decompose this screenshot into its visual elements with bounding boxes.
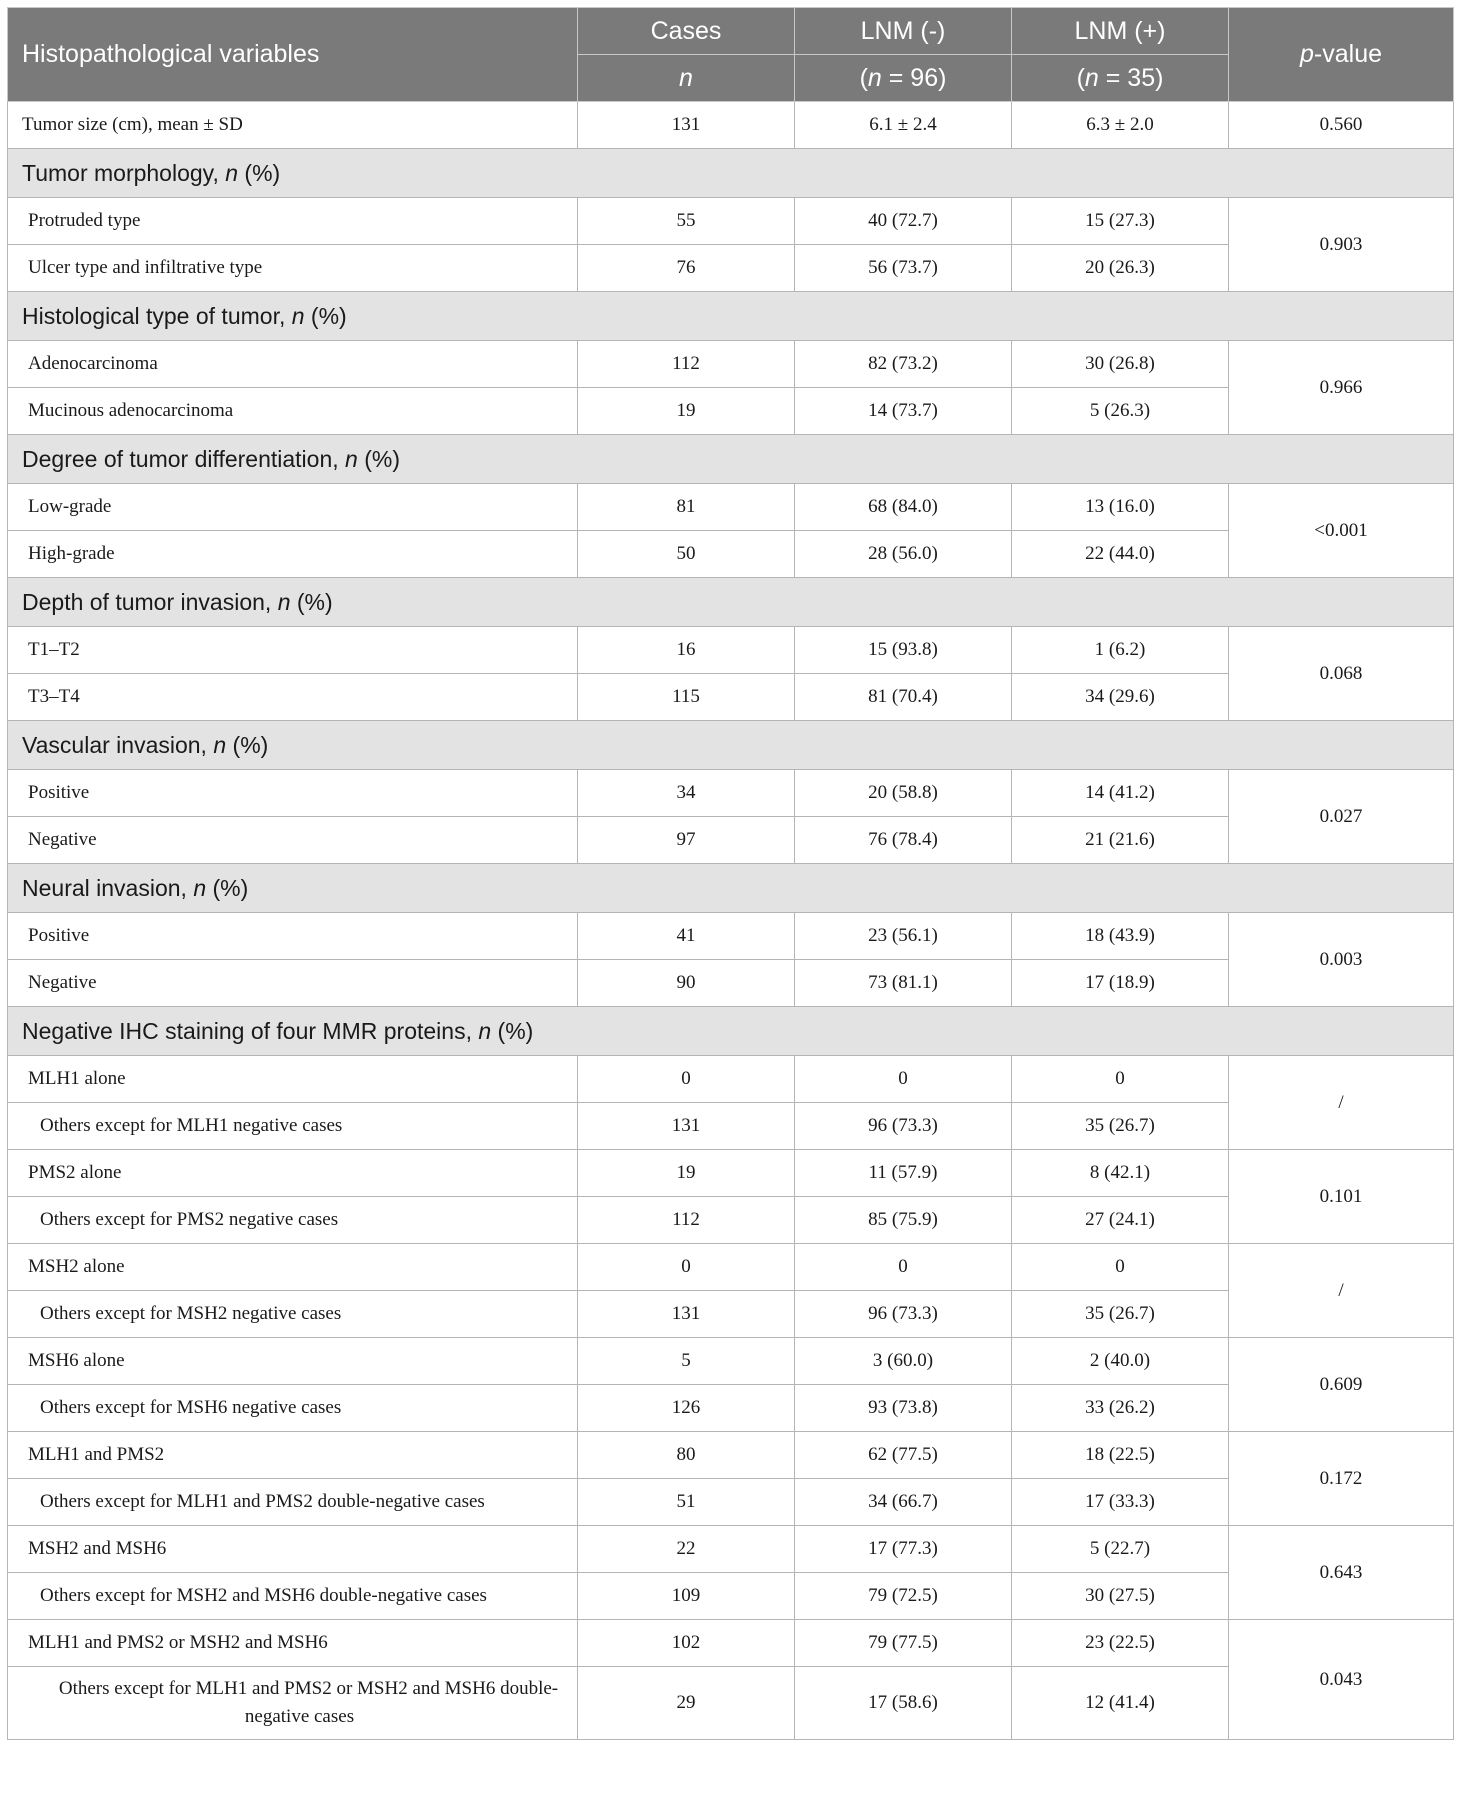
cell-lnm-positive: 22 (44.0) [1012, 531, 1229, 578]
cell-lnm-positive: 21 (21.6) [1012, 817, 1229, 864]
cell-lnm-positive: 0 [1012, 1244, 1229, 1291]
cell-lnm-negative: 56 (73.7) [795, 245, 1012, 292]
cell-cases: 0 [578, 1244, 795, 1291]
row-label: MSH6 alone [8, 1338, 578, 1385]
cell-lnm-positive: 6.3 ± 2.0 [1012, 102, 1229, 149]
cell-cases: 76 [578, 245, 795, 292]
cell-lnm-positive: 8 (42.1) [1012, 1150, 1229, 1197]
cell-cases: 19 [578, 1150, 795, 1197]
cell-lnm-negative: 34 (66.7) [795, 1479, 1012, 1526]
cell-lnm-negative: 79 (72.5) [795, 1573, 1012, 1620]
table-row [8, 198, 1454, 245]
cell-lnm-negative: 11 (57.9) [795, 1150, 1012, 1197]
row-label: Ulcer type and infiltrative type [8, 245, 578, 292]
row-label: Others except for MSH2 and MSH6 double-negative cases [8, 1573, 578, 1620]
cell-cases: 41 [578, 913, 795, 960]
cell-cases: 112 [578, 341, 795, 388]
cell-p-value: 0.172 [1229, 1432, 1454, 1526]
row-label: MLH1 and PMS2 [8, 1432, 578, 1479]
row-label: Protruded type [8, 198, 578, 245]
cell-lnm-negative: 40 (72.7) [795, 198, 1012, 245]
cell-lnm-positive: 13 (16.0) [1012, 484, 1229, 531]
cell-cases: 80 [578, 1432, 795, 1479]
header-cases-sub: n [578, 55, 795, 102]
header-variables: Histopathological variables [8, 8, 578, 102]
cell-cases: 102 [578, 1620, 795, 1667]
cell-lnm-positive: 27 (24.1) [1012, 1197, 1229, 1244]
row-label: Negative [8, 960, 578, 1007]
cell-lnm-positive: 18 (22.5) [1012, 1432, 1229, 1479]
cell-cases: 126 [578, 1385, 795, 1432]
table-row [8, 1526, 1454, 1573]
cell-lnm-positive: 34 (29.6) [1012, 674, 1229, 721]
header-lnm-positive-sub: (n = 35) [1012, 55, 1229, 102]
row-label: Adenocarcinoma [8, 341, 578, 388]
cell-cases: 19 [578, 388, 795, 435]
section-header-row [8, 292, 1454, 341]
cell-lnm-negative: 68 (84.0) [795, 484, 1012, 531]
cell-cases: 81 [578, 484, 795, 531]
section-title: Negative IHC staining of four MMR proteins, n (%) [8, 1007, 1454, 1056]
section-title: Vascular invasion, n (%) [8, 721, 1454, 770]
cell-lnm-positive: 17 (33.3) [1012, 1479, 1229, 1526]
cell-lnm-positive: 20 (26.3) [1012, 245, 1229, 292]
section-title: Neural invasion, n (%) [8, 864, 1454, 913]
cell-lnm-positive: 5 (26.3) [1012, 388, 1229, 435]
cell-lnm-positive: 18 (43.9) [1012, 913, 1229, 960]
cell-cases: 131 [578, 1103, 795, 1150]
cell-lnm-negative: 96 (73.3) [795, 1103, 1012, 1150]
row-label: Tumor size (cm), mean ± SD [8, 102, 578, 149]
cell-lnm-positive: 23 (22.5) [1012, 1620, 1229, 1667]
row-label: PMS2 alone [8, 1150, 578, 1197]
cell-lnm-negative: 82 (73.2) [795, 341, 1012, 388]
cell-lnm-negative: 6.1 ± 2.4 [795, 102, 1012, 149]
cell-lnm-negative: 23 (56.1) [795, 913, 1012, 960]
cell-lnm-negative: 28 (56.0) [795, 531, 1012, 578]
cell-p-value: 0.903 [1229, 198, 1454, 292]
cell-cases: 109 [578, 1573, 795, 1620]
cell-lnm-negative: 73 (81.1) [795, 960, 1012, 1007]
cell-p-value: 0.101 [1229, 1150, 1454, 1244]
cell-p-value: 0.966 [1229, 341, 1454, 435]
header-lnm-negative: LNM (-) [795, 8, 1012, 55]
cell-lnm-negative: 17 (58.6) [795, 1667, 1012, 1740]
cell-cases: 50 [578, 531, 795, 578]
cell-lnm-positive: 12 (41.4) [1012, 1667, 1229, 1740]
section-title: Histological type of tumor, n (%) [8, 292, 1454, 341]
cell-p-value: 0.003 [1229, 913, 1454, 1007]
cell-lnm-negative: 20 (58.8) [795, 770, 1012, 817]
cell-lnm-positive: 1 (6.2) [1012, 627, 1229, 674]
table-row [8, 484, 1454, 531]
cell-lnm-negative: 0 [795, 1244, 1012, 1291]
cell-lnm-positive: 30 (27.5) [1012, 1573, 1229, 1620]
cell-lnm-negative: 76 (78.4) [795, 817, 1012, 864]
header-lnm-negative-sub: (n = 96) [795, 55, 1012, 102]
table-row [8, 1150, 1454, 1197]
table-header [8, 8, 1454, 102]
cell-p-value: 0.643 [1229, 1526, 1454, 1620]
cell-lnm-positive: 0 [1012, 1056, 1229, 1103]
cell-lnm-negative: 85 (75.9) [795, 1197, 1012, 1244]
cell-lnm-negative: 93 (73.8) [795, 1385, 1012, 1432]
row-label: Negative [8, 817, 578, 864]
cell-lnm-negative: 15 (93.8) [795, 627, 1012, 674]
row-label: Others except for MSH6 negative cases [8, 1385, 578, 1432]
header-p-value: p-value [1229, 8, 1454, 102]
section-title: Depth of tumor invasion, n (%) [8, 578, 1454, 627]
cell-cases: 131 [578, 102, 795, 149]
table-body [8, 102, 1454, 1740]
row-label: Positive [8, 770, 578, 817]
cell-lnm-positive: 5 (22.7) [1012, 1526, 1229, 1573]
row-label: High-grade [8, 531, 578, 578]
cell-lnm-negative: 81 (70.4) [795, 674, 1012, 721]
cell-lnm-positive: 35 (26.7) [1012, 1103, 1229, 1150]
cell-p-value: / [1229, 1056, 1454, 1150]
row-label: MSH2 and MSH6 [8, 1526, 578, 1573]
cell-lnm-negative: 17 (77.3) [795, 1526, 1012, 1573]
cell-p-value: 0.068 [1229, 627, 1454, 721]
section-header-row [8, 435, 1454, 484]
row-label: Others except for MSH2 negative cases [8, 1291, 578, 1338]
table-row [8, 341, 1454, 388]
cell-lnm-negative: 14 (73.7) [795, 388, 1012, 435]
cell-lnm-positive: 14 (41.2) [1012, 770, 1229, 817]
cell-cases: 112 [578, 1197, 795, 1244]
section-title: Degree of tumor differentiation, n (%) [8, 435, 1454, 484]
section-header-row [8, 721, 1454, 770]
row-label: Others except for PMS2 negative cases [8, 1197, 578, 1244]
cell-cases: 22 [578, 1526, 795, 1573]
cell-cases: 97 [578, 817, 795, 864]
histopathology-table [7, 7, 1454, 1740]
cell-lnm-positive: 30 (26.8) [1012, 341, 1229, 388]
row-label: MLH1 alone [8, 1056, 578, 1103]
table-row [8, 913, 1454, 960]
cell-cases: 29 [578, 1667, 795, 1740]
section-title: Tumor morphology, n (%) [8, 149, 1454, 198]
row-label: T1–T2 [8, 627, 578, 674]
row-label: Positive [8, 913, 578, 960]
row-label: Others except for MLH1 and PMS2 or MSH2 and MSH6 double-negative cases [8, 1667, 578, 1740]
cell-cases: 0 [578, 1056, 795, 1103]
cell-cases: 16 [578, 627, 795, 674]
table-row [8, 627, 1454, 674]
cell-lnm-positive: 15 (27.3) [1012, 198, 1229, 245]
header-cases: Cases [578, 8, 795, 55]
row-label: Others except for MLH1 negative cases [8, 1103, 578, 1150]
cell-lnm-negative: 3 (60.0) [795, 1338, 1012, 1385]
cell-cases: 131 [578, 1291, 795, 1338]
row-label: Others except for MLH1 and PMS2 double-negative cases [8, 1479, 578, 1526]
cell-cases: 55 [578, 198, 795, 245]
cell-lnm-negative: 96 (73.3) [795, 1291, 1012, 1338]
cell-cases: 115 [578, 674, 795, 721]
table-row [8, 102, 1454, 149]
row-label: MLH1 and PMS2 or MSH2 and MSH6 [8, 1620, 578, 1667]
cell-lnm-negative: 62 (77.5) [795, 1432, 1012, 1479]
cell-lnm-positive: 35 (26.7) [1012, 1291, 1229, 1338]
cell-p-value: 0.027 [1229, 770, 1454, 864]
section-header-row [8, 1007, 1454, 1056]
header-lnm-positive: LNM (+) [1012, 8, 1229, 55]
section-header-row [8, 578, 1454, 627]
table-row [8, 1620, 1454, 1667]
cell-lnm-positive: 33 (26.2) [1012, 1385, 1229, 1432]
cell-cases: 5 [578, 1338, 795, 1385]
section-header-row [8, 864, 1454, 913]
cell-p-value: 0.609 [1229, 1338, 1454, 1432]
row-label: MSH2 alone [8, 1244, 578, 1291]
row-label: T3–T4 [8, 674, 578, 721]
cell-lnm-negative: 0 [795, 1056, 1012, 1103]
cell-lnm-negative: 79 (77.5) [795, 1620, 1012, 1667]
cell-p-value: 0.043 [1229, 1620, 1454, 1740]
table-row [8, 1338, 1454, 1385]
cell-lnm-positive: 2 (40.0) [1012, 1338, 1229, 1385]
cell-p-value: / [1229, 1244, 1454, 1338]
cell-cases: 51 [578, 1479, 795, 1526]
cell-p-value: 0.560 [1229, 102, 1454, 149]
table-row [8, 1056, 1454, 1103]
cell-cases: 34 [578, 770, 795, 817]
row-label: Low-grade [8, 484, 578, 531]
section-header-row [8, 149, 1454, 198]
cell-cases: 90 [578, 960, 795, 1007]
cell-lnm-positive: 17 (18.9) [1012, 960, 1229, 1007]
table-row [8, 770, 1454, 817]
table-row [8, 1244, 1454, 1291]
table-row [8, 1432, 1454, 1479]
cell-p-value: <0.001 [1229, 484, 1454, 578]
row-label: Mucinous adenocarcinoma [8, 388, 578, 435]
